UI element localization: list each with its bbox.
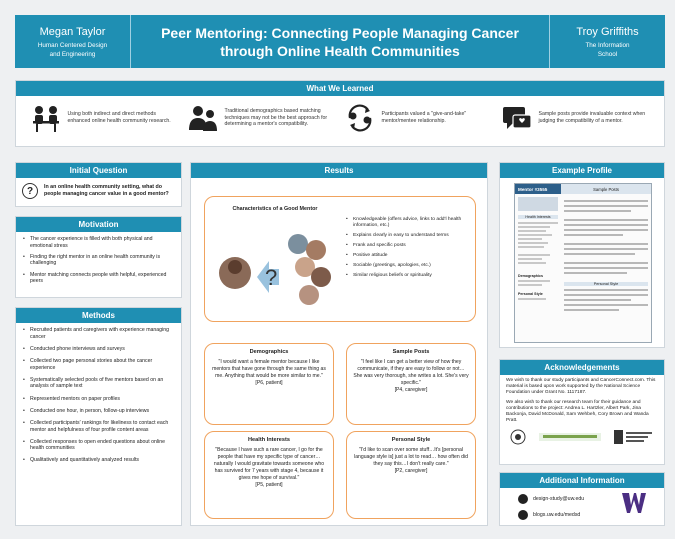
quote-text: "I would want a female mentor because I like mentors that have gone through the same thing as me. Anything that would be more similar to me." (212, 359, 326, 379)
quote-text: "I'd like to scan over some stuff…It's [personal language style is] just a lot to read… how often did they say this…I don't really care." (354, 447, 468, 467)
characteristics-title: Characteristics of a Good Mentor (232, 206, 318, 212)
characteristic-item: • Explains clearly in easy to understand terms (346, 233, 464, 239)
learned-item (30, 102, 180, 134)
learned-text: Traditional demographics based matching techniques may not be the best approach for determining a mentor's compatibility. (224, 108, 328, 128)
acknowledgements-panel (499, 359, 665, 465)
demographics-label: Demographics (518, 274, 543, 278)
methods-item: • Recruited patients and caregivers with experience managing cancer (22, 327, 175, 340)
quote-title: Demographics (249, 349, 289, 355)
question-mark-icon: ? (265, 265, 278, 290)
cancerconnect-logo-icon (539, 430, 601, 444)
methods-item: • Conducted one hour, in person, follow-up interviews (22, 408, 175, 415)
profile-label: Mentor #3555 (515, 184, 561, 194)
what-we-learned-panel (15, 80, 665, 147)
methods-item: • Collected participants' rankings for likeliness to contact each mentor and helpfulness of four profile content areas (22, 420, 175, 433)
characteristics-box (204, 196, 476, 322)
quote-box-demographics (204, 343, 334, 425)
quote-speaker: [P6, patient] (255, 380, 283, 386)
ack-paragraph-1: We wish to thank our study participants and CancerConnect.com. This material is based upon work supported by the National Science Foundation under Grant No. 1117187. (506, 378, 656, 396)
email-link-text[interactable]: design-study@uw.edu (533, 496, 585, 502)
quote-box-health-interests (204, 431, 334, 519)
methods-item: • Represented mentors on paper profiles (22, 396, 175, 403)
methods-panel (15, 307, 182, 526)
characteristic-item: • Sociable (greetings, apologies, etc.) (346, 263, 464, 269)
learned-text: Participants valued a "give-and-take" mentor/mentee relationship. (381, 111, 467, 124)
quote-title: Sample Posts (392, 349, 430, 355)
question-text: In an online health community setting, what do people managing cancer value in a good mentor? (44, 184, 169, 197)
results-header: Results (191, 163, 487, 178)
email-icon (518, 494, 528, 504)
characteristic-item: • Frank and specific posts (346, 243, 464, 249)
characteristic-item: • Positive attitude (346, 253, 464, 259)
methods-header: Methods (16, 308, 181, 323)
example-profile-header: Example Profile (500, 163, 664, 178)
question-icon: ? (22, 183, 38, 199)
quote-title: Health Interests (248, 437, 290, 443)
initial-question-panel (15, 162, 182, 207)
uw-logo-icon (622, 493, 646, 513)
mentor-photo (299, 285, 319, 305)
mentor-photo (306, 240, 326, 260)
characteristic-item: • Knowledgeable (offers advice, links to add'l health information, etc.) (346, 217, 464, 229)
profile-avatar (518, 197, 558, 211)
health-interests-label: Health Interests (518, 215, 558, 219)
poster-title (130, 15, 550, 68)
blog-link-text[interactable]: blogs.uw.edu/medsd (533, 512, 581, 518)
nsf-logo-icon (510, 429, 526, 445)
methods-item: • Collected responses to open ended questions about online health communities (22, 439, 175, 452)
characteristic-item: • Similar religious beliefs or spirituality (346, 273, 464, 279)
author-left (15, 15, 130, 68)
motivation-panel (15, 216, 182, 298)
additional-info-panel (499, 472, 665, 526)
author-right-name: Troy Griffiths (576, 25, 639, 38)
acknowledgements-header: Acknowledgements (500, 360, 664, 375)
mentor-photo (288, 234, 308, 254)
author-right-dept-2: School (597, 50, 618, 58)
uw-school-logo-icon (614, 429, 654, 445)
quote-text: "Because I have such a rare cancer, I go for the people that have my specific type of cancer… naturally I would gravitate towards someone who has survived for 7 years with stage 4, because it gives me hope of survival." (213, 447, 325, 481)
web-icon (518, 510, 528, 520)
sponsor-logos (500, 427, 664, 447)
methods-item: • Conducted phone interviews and surveys (22, 346, 175, 353)
personal-style-label-small: Personal Style (518, 292, 543, 296)
title-banner (15, 15, 665, 68)
learned-text: Using both indirect and direct methods enhanced online health community research. (67, 111, 171, 124)
motivation-item: • Finding the right mentor in an online health community is challenging (22, 254, 175, 267)
mentor-photo (311, 267, 331, 287)
give-take-icon (344, 102, 376, 134)
learned-item (501, 102, 651, 134)
quote-title: Personal Style (391, 437, 431, 443)
learned-text: Sample posts provide invaluable context when judging the compatibility of a mentor. (538, 111, 646, 124)
author-right-dept-1: The Information (585, 41, 630, 49)
mentor-photos-graphic (213, 217, 343, 317)
author-left-name: Megan Taylor (39, 25, 106, 38)
quote-box-personal-style (346, 431, 476, 519)
author-left-dept-2: and Engineering (49, 50, 96, 58)
author-right (550, 15, 665, 68)
author-left-dept-1: Human Centered Design (37, 41, 108, 49)
quote-speaker: [P4, caregiver] (394, 387, 428, 393)
profile-card (514, 183, 652, 343)
additional-info-header: Additional Information (500, 473, 664, 488)
sample-posts-label: Sample Posts (561, 184, 651, 194)
quote-text: "I feel like I can get a better view of how they communicate, if they are easy to follow or not… She was very thorough, she writes a lot. She's very specific." (353, 359, 469, 386)
learned-item (187, 102, 337, 134)
methods-item: • Systematically selected pools of five mentors based on an analysis of sample text (22, 377, 175, 390)
what-we-learned-header: What We Learned (16, 81, 664, 96)
results-panel (190, 162, 488, 526)
methods-item: • Collected two page personal stories about the cancer experience (22, 358, 175, 371)
poster-title-line2: through Online Health Communities (220, 42, 460, 59)
initial-question-header: Initial Question (16, 163, 181, 178)
ack-paragraph-2: We also wish to thank our research team for their guidance and contributions to the project: Andrea L. Hartzler, Albert Park, Jina Backonja, David McDonald, Sam Wehbeh, Cory Brown and Wanda Pratt. (506, 399, 649, 424)
example-profile-panel (499, 162, 665, 348)
people-icon (187, 102, 219, 134)
methods-item: • Qualitatively and quantitatively analyzed results (22, 457, 175, 464)
mentoring-icon (30, 102, 62, 134)
motivation-item: • The cancer experience is filled with both physical and emotional stress (22, 236, 175, 249)
quote-box-sample-posts (346, 343, 476, 425)
poster-title-line1: Peer Mentoring: Connecting People Managing Cancer (161, 24, 519, 41)
motivation-header: Motivation (16, 217, 181, 232)
quote-speaker: [P5, patient] (255, 482, 283, 488)
characteristics-list (346, 217, 464, 283)
learned-item (344, 102, 494, 134)
post-icon (501, 102, 533, 134)
personal-style-label: Personal Style (564, 282, 648, 286)
quote-speaker: [P2, caregiver] (394, 468, 428, 474)
motivation-item: • Mentor matching connects people with helpful, experienced peers (22, 272, 175, 285)
